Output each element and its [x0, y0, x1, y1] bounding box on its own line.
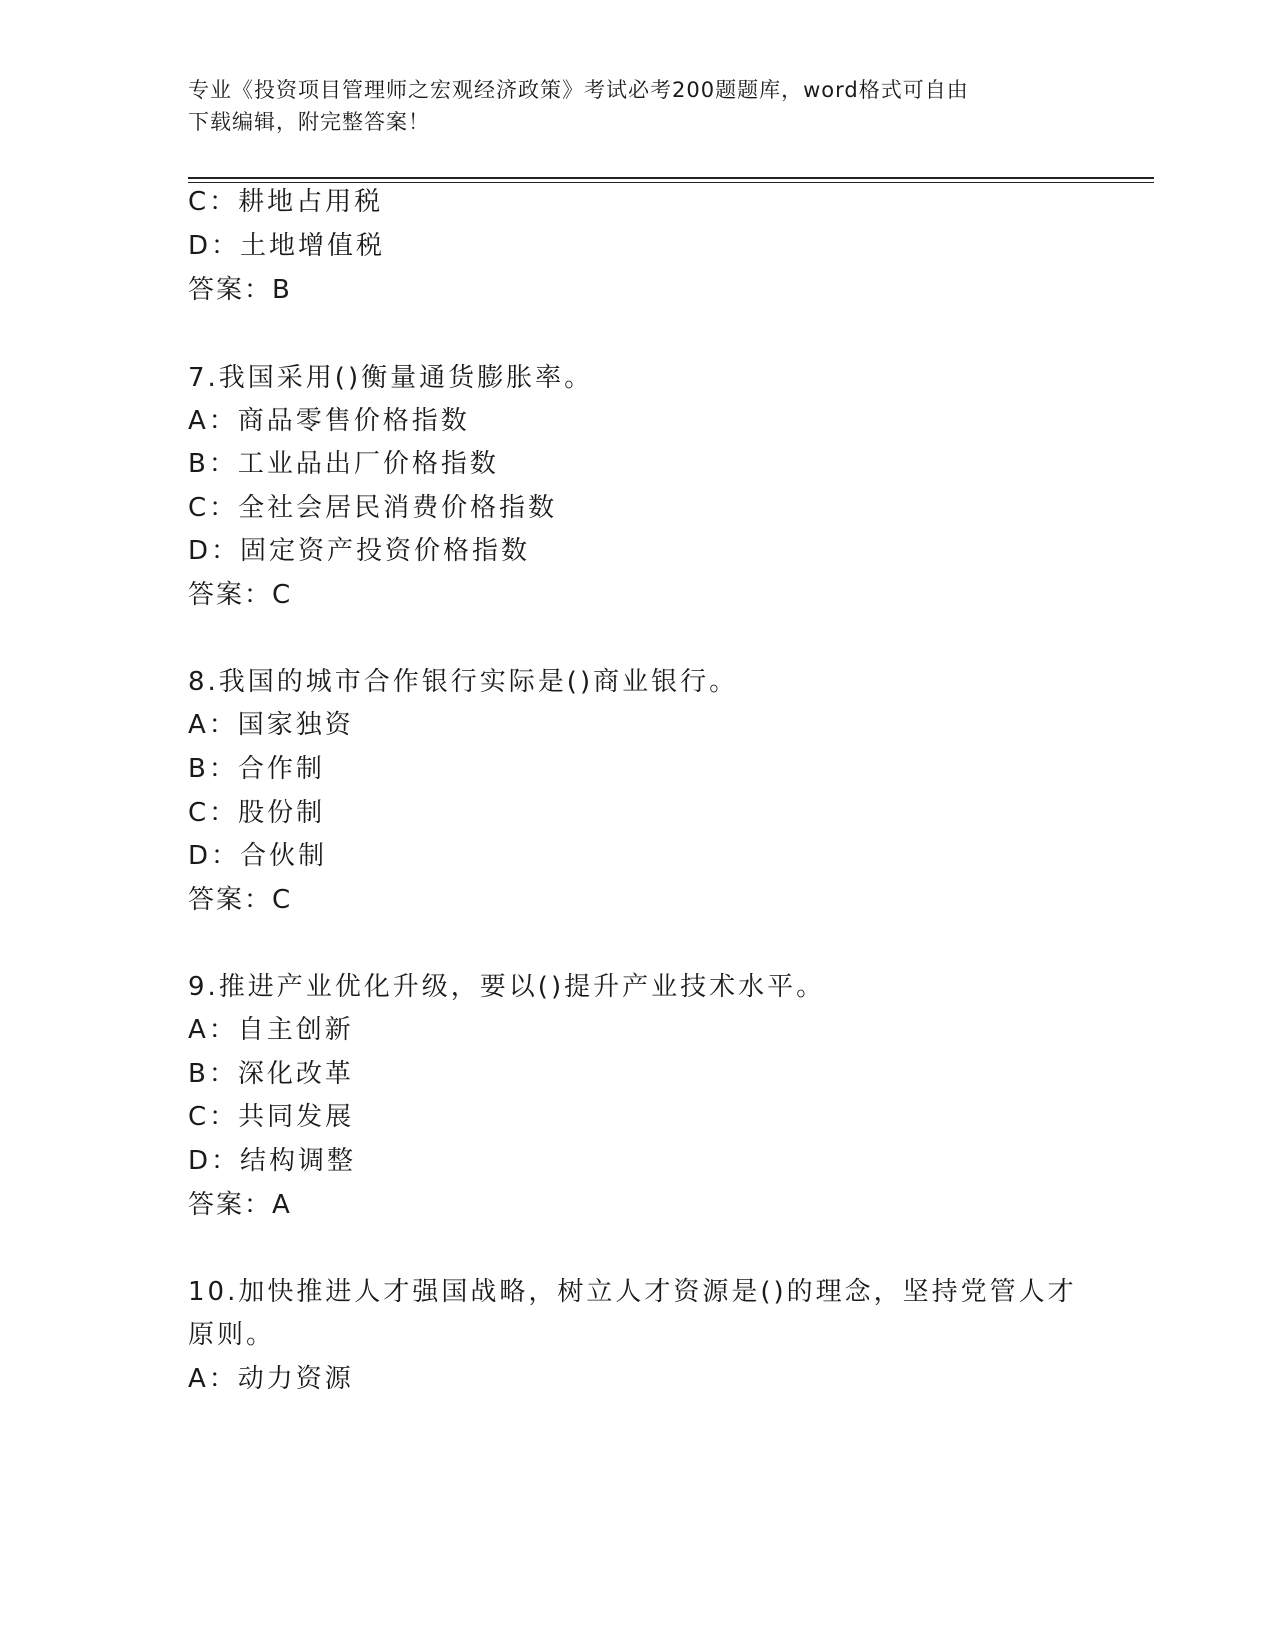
q9-answer: 答案：A — [188, 1190, 292, 1220]
q9-option-d: D：结构调整 — [188, 1146, 357, 1176]
q8-option-c: C：股份制 — [188, 798, 326, 828]
q7-option-a: A：商品零售价格指数 — [188, 406, 470, 436]
q8-question: 8.我国的城市合作银行实际是()商业银行。 — [188, 667, 739, 697]
q6-option-c: C：耕地占用税 — [188, 187, 384, 217]
q9-option-a: A：自主创新 — [188, 1015, 354, 1045]
q9-option-c: C：共同发展 — [188, 1102, 355, 1132]
q8-option-a: A：国家独资 — [188, 710, 354, 740]
q8-option-b: B：合作制 — [188, 754, 325, 784]
q9-option-b: B：深化改革 — [188, 1059, 354, 1089]
header-divider-thick — [188, 177, 1154, 179]
q10-question-line-2: 原则。 — [188, 1320, 276, 1350]
header-divider-thin — [188, 182, 1154, 183]
q7-option-c: C：全社会居民消费价格指数 — [188, 493, 558, 523]
q10-option-a: A：动力资源 — [188, 1364, 354, 1394]
document-header — [188, 74, 1068, 138]
q7-question: 7.我国采用()衡量通货膨胀率。 — [188, 363, 594, 393]
q7-answer: 答案：C — [188, 580, 293, 610]
q10-question-line-1: 10.加快推进人才强国战略，树立人才资源是()的理念，坚持党管人才 — [188, 1277, 1077, 1307]
q7-option-b: B：工业品出厂价格指数 — [188, 449, 499, 479]
q7-option-d: D：固定资产投资价格指数 — [188, 536, 531, 566]
q9-question: 9.推进产业优化升级，要以()提升产业技术水平。 — [188, 972, 826, 1002]
q8-answer: 答案：C — [188, 885, 293, 915]
header-line-2: 下载编辑，附完整答案！ — [188, 110, 430, 134]
header-line-1: 专业《投资项目管理师之宏观经济政策》考试必考200题题库，word格式可自由 — [188, 78, 969, 102]
q6-answer: 答案：B — [188, 275, 292, 305]
q6-option-d: D：土地增值税 — [188, 231, 386, 261]
q8-option-d: D：合伙制 — [188, 841, 328, 871]
